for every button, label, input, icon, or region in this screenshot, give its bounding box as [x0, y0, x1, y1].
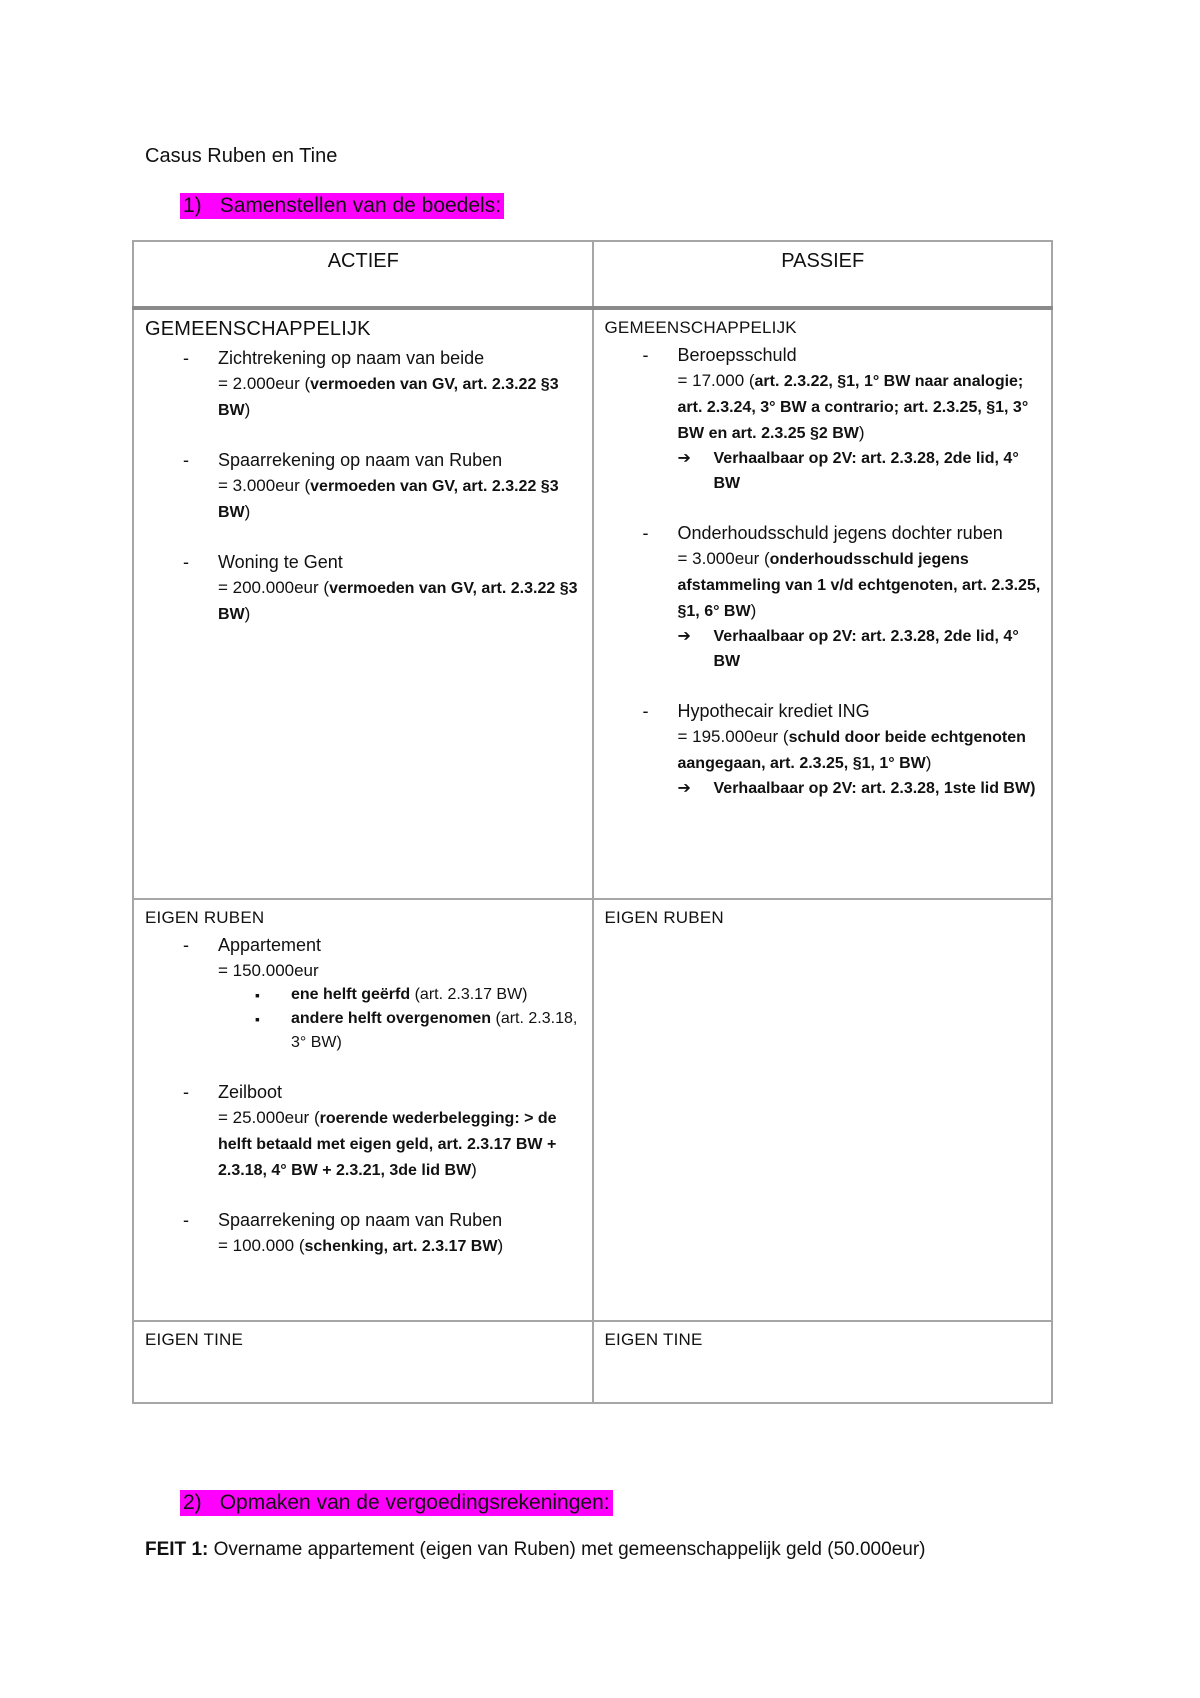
item-label: - Beroepsschuld: [677, 345, 797, 365]
value-reference: onderhoudsschuld jegens afstammeling van 1 v/d echtgenoten, art. 2.3.25, §1, 6° BW: [677, 551, 1041, 620]
value-close: ): [244, 502, 251, 521]
list-item: [605, 698, 1042, 801]
item-label: - Appartement: [218, 935, 322, 955]
item-label: - Spaarrekening op naam van Ruben: [218, 1210, 503, 1230]
item-value: [218, 1233, 582, 1259]
cell-eigen-tine-actief: [133, 1321, 593, 1403]
value-text: = 200.000eur (: [218, 578, 330, 597]
list-item: [605, 520, 1042, 674]
list-item: [145, 345, 582, 423]
sub-item: [291, 983, 582, 1007]
cell-gem-passief: [593, 308, 1053, 899]
sub-item-bold: andere helft overgenomen: [291, 1010, 492, 1027]
arrow-right-icon: ➔: [677, 780, 691, 797]
item-list: [145, 932, 582, 1259]
list-item: [145, 932, 582, 1055]
header-passief: PASSIEF: [593, 241, 1053, 308]
arrow-text: Verhaalbaar op 2V: art. 2.3.28, 2de lid, 4° BW: [713, 628, 1019, 670]
item-label: - Onderhoudsschuld jegens dochter ruben: [677, 523, 1003, 543]
value-close: ): [471, 1160, 477, 1179]
arrow-text: Verhaalbaar op 2V: art. 2.3.28, 2de lid, 4° BW: [713, 450, 1019, 492]
header-actief: ACTIEF: [133, 241, 593, 308]
feit-label: FEIT 1:: [145, 1539, 209, 1560]
sub-item-plain: (art. 2.3.17 BW): [410, 986, 528, 1003]
item-label: - Zeilboot: [218, 1082, 283, 1102]
heading-text: Opmaken van de vergoedingsrekeningen:: [219, 1491, 610, 1514]
value-text: = 3.000eur (: [677, 549, 770, 568]
section-label: GEMEENSCHAPPELIJK: [145, 318, 371, 340]
value-reference: vermoeden van GV, art. 2.3.22 §3 BW: [218, 580, 578, 623]
item-label: - Zichtrekening op naam van beide: [218, 348, 485, 368]
arrow-right-icon: ➔: [677, 628, 691, 645]
sub-item-bold: ene helft geërfd: [291, 986, 411, 1003]
cell-eigen-ruben-passief: [593, 899, 1053, 1321]
value-reference: art. 2.3.22, §1, 1° BW naar analogie; art. 2.3.24, 3° BW a contrario; art. 2.3.25, §1, 3° BW en art. 2.3.25 §2 BW: [677, 373, 1029, 442]
item-value: [218, 1105, 582, 1183]
value-reference: schenking, art. 2.3.17 BW: [304, 1238, 498, 1255]
arrow-text: Verhaalbaar op 2V: art. 2.3.28, 1ste lid BW): [713, 780, 1036, 797]
section-label: EIGEN TINE: [145, 1330, 244, 1349]
value-reference: roerende wederbelegging: > de helft betaald met eigen geld, art. 2.3.17 BW + 2.3.18, 4° BW + 2.3.21, 3de lid BW: [218, 1110, 557, 1179]
feit-text: Overname appartement (eigen van Ruben) met gemeenschappelijk geld (50.000eur): [208, 1539, 926, 1560]
arrow-right-icon: ➔: [677, 450, 691, 467]
item-value: [678, 724, 1042, 776]
list-item: [145, 1079, 582, 1183]
item-value: [678, 546, 1042, 624]
value-reference: vermoeden van GV, art. 2.3.22 §3 BW: [218, 376, 559, 419]
value-text: = 17.000 (: [677, 371, 755, 390]
value-close: ): [244, 604, 251, 623]
boedel-table: [132, 240, 1053, 1404]
heading-number: 1): [183, 194, 202, 217]
list-item: [145, 447, 582, 525]
item-value: [218, 473, 582, 525]
list-item: [145, 1207, 582, 1259]
section-heading-1: [180, 193, 504, 219]
section-label: EIGEN RUBEN: [604, 908, 724, 927]
value-text: = 2.000eur (: [218, 374, 311, 393]
value-close: ): [750, 601, 757, 620]
value-reference: vermoeden van GV, art. 2.3.22 §3 BW: [218, 478, 559, 521]
list-item: [605, 342, 1042, 496]
sub-list: [218, 983, 582, 1055]
cell-eigen-tine-passief: [593, 1321, 1053, 1403]
value-text: = 25.000eur (: [218, 1108, 320, 1127]
item-label: - Spaarrekening op naam van Ruben: [218, 450, 503, 470]
value-close: ): [244, 400, 251, 419]
sub-item: [291, 1007, 582, 1055]
cell-gem-actief: [133, 308, 593, 899]
value-close: ): [858, 423, 865, 442]
item-list: [605, 342, 1042, 801]
list-item: [145, 549, 582, 627]
heading-text: Samenstellen van de boedels:: [219, 194, 502, 217]
section-heading-2: [180, 1490, 613, 1516]
item-label: - Woning te Gent: [218, 552, 343, 572]
item-list: [145, 345, 582, 627]
value-close: ): [925, 753, 932, 772]
feit-line: [145, 1539, 925, 1561]
value-text: = 100.000 (: [218, 1236, 305, 1255]
arrow-note: [678, 624, 1042, 674]
value-text: = 195.000eur (: [677, 727, 789, 746]
arrow-note: [678, 776, 1042, 801]
item-label: - Hypothecair krediet ING: [677, 701, 870, 721]
value-text: = 3.000eur (: [218, 476, 311, 495]
arrow-note: [678, 446, 1042, 496]
value-reference: schuld door beide echtgenoten aangegaan, art. 2.3.25, §1, 1° BW: [677, 729, 1026, 772]
item-value: [218, 575, 582, 627]
section-label: EIGEN RUBEN: [145, 908, 265, 927]
section-label: EIGEN TINE: [604, 1330, 703, 1349]
item-value: [678, 368, 1042, 446]
heading-number: 2): [183, 1491, 202, 1514]
value-close: ): [497, 1236, 504, 1255]
item-value: [218, 371, 582, 423]
value-text: = 150.000eur: [218, 961, 319, 980]
section-label: GEMEENSCHAPPELIJK: [604, 318, 797, 337]
document-title: Casus Ruben en Tine: [145, 145, 338, 167]
sub-item-plain: (art. 2.3.18, 3° BW): [291, 1010, 578, 1051]
item-value: [218, 958, 582, 983]
cell-eigen-ruben-actief: [133, 899, 593, 1321]
